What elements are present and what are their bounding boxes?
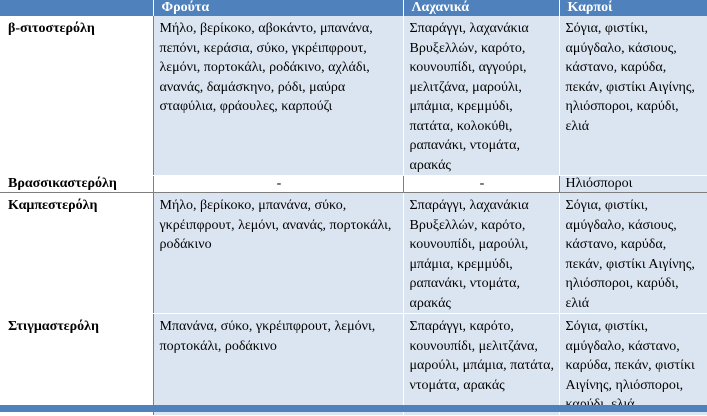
row-label: β-σιτοστερόλη bbox=[0, 16, 153, 176]
row-label: Στιγμαστερόλη bbox=[0, 314, 153, 416]
table-row bbox=[0, 16, 707, 176]
vegetables-cell: - bbox=[403, 176, 559, 193]
table-row bbox=[0, 176, 707, 193]
fruits-cell: - bbox=[153, 176, 403, 193]
nuts-cell: Ηλιόσποροι bbox=[559, 176, 707, 193]
header-vegetables: Λαχανικά bbox=[403, 0, 559, 16]
table-row bbox=[0, 314, 707, 416]
header-fruits: Φρούτα bbox=[153, 0, 403, 16]
bottom-border-bar bbox=[0, 405, 707, 412]
fruits-cell: Μπανάνα, σύκο, γκρέιπφρουτ, λεμόνι, πορτοκάλι, ροδάκινο bbox=[153, 314, 403, 416]
vegetables-cell: Σπαράγγι, λαχανάκια Βρυξελλών, καρότο, κουνουπίδι, αγγούρι, μελιτζάνα, μαρούλι, μπάμια, κρεμμύδι, πατάτα, κολοκύθι, ραπανάκι, ντομάτα, αρακάς bbox=[403, 16, 559, 176]
header-row bbox=[0, 0, 707, 16]
fruits-cell: Μήλο, βερίκοκο, μπανάνα, σύκο, γκρέιπφρουτ, λεμόνι, ανανάς, πορτοκάλι, ροδάκινο bbox=[153, 193, 403, 314]
header-corner bbox=[0, 0, 153, 16]
table-row bbox=[0, 193, 707, 314]
nuts-cell: Σόγια, φιστίκι, αμύγδαλο, κάσιους, κάστανο, καρύδα, πεκάν, φιστίκι Αιγίνης, ηλιόσποροι, καρύδι, ελιά bbox=[559, 193, 707, 314]
nuts-cell: Σόγια, φιστίκι, αμύγδαλο, κάσιους, κάστανο, καρύδα, πεκάν, φιστίκι Αιγίνης, ηλιόσποροι, καρύδι, ελιά bbox=[559, 16, 707, 176]
nuts-cell: Σόγια, φιστίκι, αμύγδαλο, κάστανο, καρύδα, πεκάν, φιστίκι Αιγίνης, ηλιόσποροι, bbox=[559, 314, 707, 416]
vegetables-cell: Σπαράγγι, καρότο, κουνουπίδι, μελιτζάνα, μαρούλι, μπάμια, πατάτα, ντομάτα, αρακάς bbox=[403, 314, 559, 416]
header-nuts: Καρποί bbox=[559, 0, 707, 16]
fruits-cell: Μήλο, βερίκοκο, αβοκάντο, μπανάνα, πεπόνι, κεράσια, σύκο, γκρέιπφρουτ, λεμόνι, πορτοκάλι, ροδάκινο, αχλάδι, ανανάς, δαμάσκηνο, ρόδι, μαύρα σταφύλια, φράουλες, καρπούζι bbox=[153, 16, 403, 176]
vegetables-cell: Σπαράγγι, λαχανάκια Βρυξελλών, καρότο, κουνουπίδι, μαρούλι, μπάμια, κρεμμύδι, ραπανάκι, ντομάτα, αρακάς bbox=[403, 193, 559, 314]
row-label: Βρασσικαστερόλη bbox=[0, 176, 153, 193]
row-label: Καμπεστερόλη bbox=[0, 193, 153, 314]
